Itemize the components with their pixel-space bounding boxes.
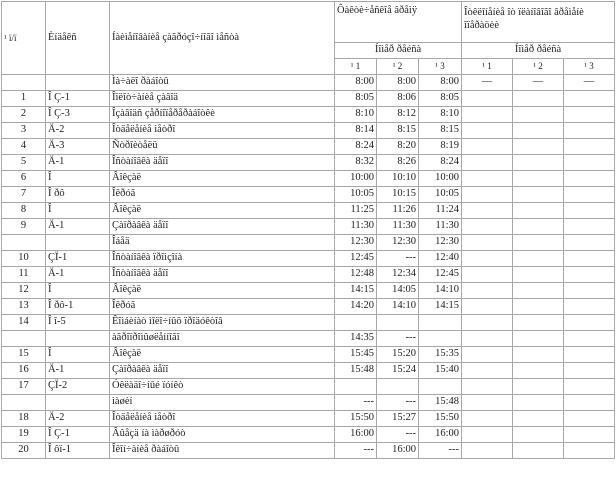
row-time-trip-3: 10:05 xyxy=(419,187,462,203)
row-deviation-trip-2 xyxy=(513,107,564,123)
row-deviation-trip-3 xyxy=(564,395,615,411)
row-time-trip-3 xyxy=(419,379,462,395)
table-row xyxy=(2,299,615,315)
row-time-trip-2: 10:10 xyxy=(377,171,419,187)
row-deviation-trip-2 xyxy=(513,347,564,363)
row-deviation-trip-3 xyxy=(564,187,615,203)
row-time-trip-2: 8:26 xyxy=(377,155,419,171)
row-deviation-trip-2 xyxy=(513,267,564,283)
row-time-trip-3: 15:40 xyxy=(419,363,462,379)
row-deviation-trip-2 xyxy=(513,379,564,395)
row-time-trip-2: --- xyxy=(377,427,419,443)
row-number: 16 xyxy=(2,363,46,379)
row-time-trip-2: 14:10 xyxy=(377,299,419,315)
row-time-trip-3: 15:35 xyxy=(419,347,462,363)
row-number: 19 xyxy=(2,427,46,443)
row-name: Îòäåëåíèå ìåòðî xyxy=(110,411,335,427)
row-time-trip-2 xyxy=(377,315,419,331)
row-time-trip-1: 14:35 xyxy=(335,331,377,347)
row-time-trip-1: 8:05 xyxy=(335,91,377,107)
row-deviation-trip-2 xyxy=(513,123,564,139)
row-name: Îòäåëåíèå ìåòðî xyxy=(110,123,335,139)
row-name: Îïëîò÷àíèå çàâîä xyxy=(110,91,335,107)
row-time-trip-1: 10:05 xyxy=(335,187,377,203)
row-time-trip-2: 15:27 xyxy=(377,411,419,427)
table-row xyxy=(2,331,615,347)
row-deviation-trip-3 xyxy=(564,107,615,123)
row-deviation-trip-2 xyxy=(513,91,564,107)
row-deviation-trip-1 xyxy=(462,331,513,347)
table-row xyxy=(2,427,615,443)
row-number: 14 xyxy=(2,315,46,331)
schedule-rows xyxy=(2,75,615,459)
row-deviation-trip-3 xyxy=(564,203,615,219)
actual-time-group-header: Ôàêòè÷åñêîå âðåìÿ xyxy=(335,2,462,43)
row-time-trip-2: 8:20 xyxy=(377,139,419,155)
row-time-trip-3: 11:30 xyxy=(419,219,462,235)
row-time-trip-2: 16:00 xyxy=(377,443,419,459)
table-row xyxy=(2,235,615,251)
row-number xyxy=(2,235,46,251)
row-time-trip-1: 14:15 xyxy=(335,283,377,299)
row-time-trip-1: 15:45 xyxy=(335,347,377,363)
row-deviation-trip-3 xyxy=(564,171,615,187)
row-time-trip-2: 11:26 xyxy=(377,203,419,219)
row-deviation-trip-2 xyxy=(513,155,564,171)
row-time-trip-3: --- xyxy=(419,443,462,459)
row-deviation-trip-1 xyxy=(462,411,513,427)
table-row xyxy=(2,187,615,203)
row-code xyxy=(46,331,110,347)
row-deviation-trip-1 xyxy=(462,107,513,123)
row-code: Î ðô-1 xyxy=(46,299,110,315)
row-number: 8 xyxy=(2,203,46,219)
row-deviation-trip-1 xyxy=(462,251,513,267)
row-time-trip-3: 8:19 xyxy=(419,139,462,155)
row-deviation-trip-2 xyxy=(513,283,564,299)
row-time-trip-2: 8:12 xyxy=(377,107,419,123)
table-row xyxy=(2,155,615,171)
row-number: 13 xyxy=(2,299,46,315)
row-name: Âîêçàë xyxy=(110,347,335,363)
row-deviation-trip-2 xyxy=(513,363,564,379)
row-name: Âîêçàë xyxy=(110,171,335,187)
row-deviation-trip-1 xyxy=(462,379,513,395)
col-code-header: Èíäåêñ xyxy=(46,2,110,75)
row-deviation-trip-2 xyxy=(513,443,564,459)
row-deviation-trip-3 xyxy=(564,331,615,347)
row-deviation-trip-1 xyxy=(462,123,513,139)
row-number: 20 xyxy=(2,443,46,459)
row-number: 11 xyxy=(2,267,46,283)
row-code xyxy=(46,395,110,411)
row-deviation-trip-1 xyxy=(462,315,513,331)
row-deviation-trip-1 xyxy=(462,283,513,299)
row-code: Ä-2 xyxy=(46,123,110,139)
row-deviation-trip-2 xyxy=(513,299,564,315)
trip-2-header: ¹ 2 xyxy=(377,59,419,75)
row-deviation-trip-2: — xyxy=(513,75,564,91)
row-deviation-trip-1 xyxy=(462,171,513,187)
row-time-trip-1: 15:48 xyxy=(335,363,377,379)
row-code: Ä-1 xyxy=(46,155,110,171)
row-deviation-trip-1 xyxy=(462,203,513,219)
table-row xyxy=(2,267,615,283)
row-number: 7 xyxy=(2,187,46,203)
row-deviation-trip-3 xyxy=(564,347,615,363)
row-number: 10 xyxy=(2,251,46,267)
row-name: ìàøèí xyxy=(110,395,335,411)
trip-1-header: ¹ 1 xyxy=(335,59,377,75)
row-deviation-trip-1 xyxy=(462,235,513,251)
row-number: 2 xyxy=(2,107,46,123)
row-deviation-trip-2 xyxy=(513,395,564,411)
row-time-trip-2: 15:24 xyxy=(377,363,419,379)
row-deviation-trip-3 xyxy=(564,299,615,315)
row-code: Î ðô xyxy=(46,187,110,203)
row-name: Îçàâîäñ çåðíîïåðåðàáîòêè xyxy=(110,107,335,123)
row-name: Ñòðîèòåëü xyxy=(110,139,335,155)
row-time-trip-1: 15:50 xyxy=(335,411,377,427)
row-time-trip-2: 8:15 xyxy=(377,123,419,139)
row-deviation-trip-3 xyxy=(564,267,615,283)
row-name: Îñòàíîâêà äåïî xyxy=(110,267,335,283)
row-number: 12 xyxy=(2,283,46,299)
row-time-trip-1: 12:30 xyxy=(335,235,377,251)
row-deviation-trip-2 xyxy=(513,315,564,331)
table-row xyxy=(2,411,615,427)
actual-trip-number-header: Íîìåð ðåéñà xyxy=(335,43,462,59)
row-name: Îêðóã xyxy=(110,187,335,203)
table-row xyxy=(2,139,615,155)
row-deviation-trip-1 xyxy=(462,139,513,155)
row-number xyxy=(2,331,46,347)
row-code: Î Ç-1 xyxy=(46,427,110,443)
row-time-trip-3: 12:45 xyxy=(419,267,462,283)
row-time-trip-1: 8:32 xyxy=(335,155,377,171)
row-number: 5 xyxy=(2,155,46,171)
row-deviation-trip-1 xyxy=(462,219,513,235)
row-code: Î xyxy=(46,171,110,187)
row-deviation-trip-3: — xyxy=(564,75,615,91)
row-number: 4 xyxy=(2,139,46,155)
row-deviation-trip-3 xyxy=(564,315,615,331)
row-name: Çàïðàâêà äåïî xyxy=(110,363,335,379)
row-time-trip-3: 15:50 xyxy=(419,411,462,427)
row-deviation-trip-3 xyxy=(564,443,615,459)
row-deviation-trip-2 xyxy=(513,427,564,443)
row-deviation-trip-2 xyxy=(513,251,564,267)
row-code: Ä-1 xyxy=(46,267,110,283)
row-time-trip-3: 8:05 xyxy=(419,91,462,107)
row-time-trip-2: --- xyxy=(377,331,419,347)
row-time-trip-3: 14:15 xyxy=(419,299,462,315)
row-name: Óêëàäî÷íûé ïóíêò xyxy=(110,379,335,395)
row-time-trip-2: 8:06 xyxy=(377,91,419,107)
row-time-trip-2: 14:05 xyxy=(377,283,419,299)
row-time-trip-1: 8:24 xyxy=(335,139,377,155)
row-code: Ä-1 xyxy=(46,363,110,379)
row-deviation-trip-1 xyxy=(462,427,513,443)
row-code: Ä-1 xyxy=(46,219,110,235)
row-code: ÇÏ-1 xyxy=(46,251,110,267)
row-deviation-trip-2 xyxy=(513,331,564,347)
row-code: ÇÏ-2 xyxy=(46,379,110,395)
row-time-trip-1: 8:00 xyxy=(335,75,377,91)
row-code: Î î-5 xyxy=(46,315,110,331)
row-time-trip-2: 11:30 xyxy=(377,219,419,235)
row-code: Î xyxy=(46,347,110,363)
row-time-trip-1 xyxy=(335,379,377,395)
col-name-header: Íàèìåíîâàíèå çàãðóçî÷íîãî ìåñòà xyxy=(110,2,335,75)
table-row xyxy=(2,91,615,107)
table-row xyxy=(2,315,615,331)
row-number: 18 xyxy=(2,411,46,427)
row-deviation-trip-1 xyxy=(462,347,513,363)
row-time-trip-3 xyxy=(419,315,462,331)
row-deviation-trip-3 xyxy=(564,363,615,379)
row-deviation-trip-3 xyxy=(564,235,615,251)
table-row xyxy=(2,283,615,299)
table-row xyxy=(2,171,615,187)
row-time-trip-3 xyxy=(419,331,462,347)
row-code: Î Ç-3 xyxy=(46,107,110,123)
row-time-trip-1: 16:00 xyxy=(335,427,377,443)
row-time-trip-3: 11:24 xyxy=(419,203,462,219)
row-name: Âîêçàë xyxy=(110,203,335,219)
row-name: Îñòàíîâêà ïðîìçîíà xyxy=(110,251,335,267)
table-row xyxy=(2,203,615,219)
table-row xyxy=(2,443,615,459)
row-deviation-trip-3 xyxy=(564,283,615,299)
row-number: 6 xyxy=(2,171,46,187)
schedule-table xyxy=(1,1,615,459)
row-deviation-trip-3 xyxy=(564,251,615,267)
row-deviation-trip-1 xyxy=(462,155,513,171)
row-name: Ìà÷àëî ðàáîòû xyxy=(110,75,335,91)
row-name: Îêðóã xyxy=(110,299,335,315)
row-number: 9 xyxy=(2,219,46,235)
row-time-trip-3: 12:30 xyxy=(419,235,462,251)
row-time-trip-1: 8:14 xyxy=(335,123,377,139)
row-code: Î ôï-1 xyxy=(46,443,110,459)
row-time-trip-1: 10:00 xyxy=(335,171,377,187)
row-name: Îáåä xyxy=(110,235,335,251)
table-row xyxy=(2,107,615,123)
row-number: 17 xyxy=(2,379,46,395)
row-time-trip-1: --- xyxy=(335,395,377,411)
row-deviation-trip-1 xyxy=(462,363,513,379)
row-deviation-trip-2 xyxy=(513,219,564,235)
table-row xyxy=(2,379,615,395)
row-deviation-trip-1 xyxy=(462,187,513,203)
row-code xyxy=(46,235,110,251)
row-time-trip-1: 11:30 xyxy=(335,219,377,235)
row-name: Çàïðàâêà äåïî xyxy=(110,219,335,235)
row-time-trip-3: 10:00 xyxy=(419,171,462,187)
row-code xyxy=(46,75,110,91)
deviation-trip-1-header: ¹ 1 xyxy=(462,59,513,75)
row-name: Îêîí÷àíèå ðàáîòû xyxy=(110,443,335,459)
deviation-group-header: Îòêëîíåíèå îò ïëàíîâîãî âðåìåíè îïåðàöèè xyxy=(462,2,615,43)
row-time-trip-1: 8:10 xyxy=(335,107,377,123)
row-number: 1 xyxy=(2,91,46,107)
row-deviation-trip-1 xyxy=(462,267,513,283)
row-deviation-trip-2 xyxy=(513,235,564,251)
row-code: Î xyxy=(46,203,110,219)
deviation-trip-3-header: ¹ 3 xyxy=(564,59,615,75)
row-time-trip-2: 10:15 xyxy=(377,187,419,203)
row-name: Âûåçä íà ìàðøðóò xyxy=(110,427,335,443)
row-time-trip-1: 14:20 xyxy=(335,299,377,315)
row-code: Î xyxy=(46,283,110,299)
col-number-header: ¹ ï/ï xyxy=(2,2,46,75)
row-time-trip-3: 15:48 xyxy=(419,395,462,411)
row-time-trip-3: 8:24 xyxy=(419,155,462,171)
row-time-trip-1: 11:25 xyxy=(335,203,377,219)
row-time-trip-3: 16:00 xyxy=(419,427,462,443)
row-name: àãðîïðîìûøëåííîãî xyxy=(110,331,335,347)
row-deviation-trip-3 xyxy=(564,411,615,427)
row-code: Ä-3 xyxy=(46,139,110,155)
row-deviation-trip-3 xyxy=(564,427,615,443)
row-deviation-trip-3 xyxy=(564,219,615,235)
row-deviation-trip-2 xyxy=(513,139,564,155)
table-row xyxy=(2,219,615,235)
row-deviation-trip-3 xyxy=(564,155,615,171)
row-name: Îñòàíîâêà äåïî xyxy=(110,155,335,171)
row-time-trip-1 xyxy=(335,315,377,331)
row-number: 15 xyxy=(2,347,46,363)
trip-3-header: ¹ 3 xyxy=(419,59,462,75)
table-row xyxy=(2,75,615,91)
row-deviation-trip-1 xyxy=(462,91,513,107)
row-deviation-trip-2 xyxy=(513,203,564,219)
row-deviation-trip-2 xyxy=(513,187,564,203)
row-deviation-trip-3 xyxy=(564,123,615,139)
row-deviation-trip-2 xyxy=(513,411,564,427)
row-deviation-trip-1 xyxy=(462,299,513,315)
row-code: Ä-2 xyxy=(46,411,110,427)
deviation-trip-2-header: ¹ 2 xyxy=(513,59,564,75)
row-time-trip-2 xyxy=(377,379,419,395)
table-row xyxy=(2,347,615,363)
row-name: Âîêçàë xyxy=(110,283,335,299)
table-row xyxy=(2,395,615,411)
row-time-trip-3: 14:10 xyxy=(419,283,462,299)
row-time-trip-2: 15:20 xyxy=(377,347,419,363)
row-time-trip-2: --- xyxy=(377,395,419,411)
row-deviation-trip-1: — xyxy=(462,75,513,91)
row-time-trip-2: 12:30 xyxy=(377,235,419,251)
row-time-trip-3: 8:15 xyxy=(419,123,462,139)
row-time-trip-2: 12:34 xyxy=(377,267,419,283)
row-time-trip-2: 8:00 xyxy=(377,75,419,91)
row-time-trip-1: --- xyxy=(335,443,377,459)
row-time-trip-1: 12:45 xyxy=(335,251,377,267)
table-row xyxy=(2,123,615,139)
row-deviation-trip-2 xyxy=(513,171,564,187)
row-deviation-trip-3 xyxy=(564,91,615,107)
row-number xyxy=(2,75,46,91)
table-row xyxy=(2,251,615,267)
row-deviation-trip-1 xyxy=(462,443,513,459)
row-time-trip-3: 8:10 xyxy=(419,107,462,123)
row-time-trip-1: 12:48 xyxy=(335,267,377,283)
row-deviation-trip-3 xyxy=(564,379,615,395)
row-time-trip-2: --- xyxy=(377,251,419,267)
row-deviation-trip-1 xyxy=(462,395,513,411)
row-code: Î Ç-1 xyxy=(46,91,110,107)
row-deviation-trip-3 xyxy=(564,139,615,155)
row-time-trip-3: 8:00 xyxy=(419,75,462,91)
row-number: 3 xyxy=(2,123,46,139)
row-name: Êîìáèíàò ìîëî÷íûõ ïðîäóêòîâ xyxy=(110,315,335,331)
row-number xyxy=(2,395,46,411)
table-row xyxy=(2,363,615,379)
deviation-trip-number-header: Íîìåð ðåéñà xyxy=(462,43,615,59)
row-time-trip-3: 12:40 xyxy=(419,251,462,267)
